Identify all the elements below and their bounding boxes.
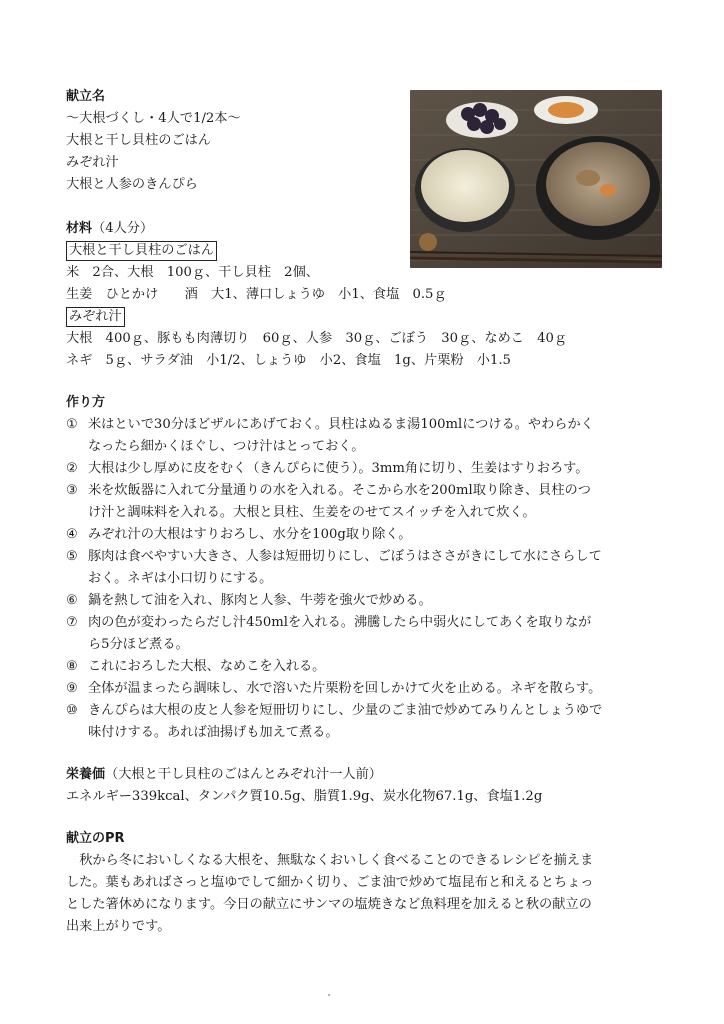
step-text: け汁と調味料を入れる。大根と貝柱、生姜をのせてスイッチを入れて炊く。	[88, 505, 536, 520]
step-item	[66, 524, 666, 546]
step-text: 米はといで30分ほどザルにあげておく。貝柱はぬるま湯100mlにつける。やわらかく	[88, 417, 594, 432]
step-text: 味付けする。あれば油揚げも加えて煮る。	[88, 725, 339, 740]
rice-recipe-title: 大根と干し貝柱のごはん	[66, 241, 217, 261]
steps-list	[66, 414, 666, 744]
pr-text: とした箸休めになります。今日の献立にサンマの塩焼きなど魚料理を加えると秋の献立の	[66, 897, 592, 912]
step-item	[66, 656, 666, 678]
nutrition-note: （大根と干し貝柱のごはんとみぞれ汁一人前）	[105, 767, 382, 782]
soup-ingredient-line: ネギ 5ｇ、サラダ油 小1/2、しょうゆ 小2、食塩 1g、片栗粉 小1.5	[66, 353, 511, 368]
step-item	[66, 414, 666, 458]
steps-heading: 作り方	[66, 395, 106, 410]
step-text: なったら細かくほぐし、つけ汁はとっておく。	[88, 439, 365, 454]
pr-text: 秋から冬においしくなる大根を、無駄なくおいしく食べることのできるレシピを揃えま	[79, 853, 594, 868]
step-item	[66, 700, 666, 744]
nutrition-section	[66, 764, 666, 808]
step-text: 豚肉は食べやすい大きさ、人参は短冊切りにし、ごぼうはささがきにして水にさらして	[88, 549, 602, 564]
step-number: ①	[66, 417, 78, 432]
step-number: ⑩	[66, 703, 78, 718]
step-text: 米を炊飯器に入れて分量通りの水を入れる。そこから水を200ml取り除き、貝柱のつ	[88, 483, 591, 498]
steps-section	[66, 392, 666, 744]
menu-line: 大根と人参のきんぴら	[66, 177, 198, 192]
menu-line: みぞれ汁	[66, 155, 119, 170]
soup-ingredient-line: 大根 400ｇ、豚もも肉薄切り 60ｇ、人参 30ｇ、ごぼう 30ｇ、なめこ 40ｇ	[66, 331, 568, 346]
step-number: ④	[66, 527, 78, 542]
pr-section	[66, 828, 666, 938]
step-number: ⑦	[66, 615, 78, 630]
step-text: きんぴらは大根の皮と人参を短冊切りにし、少量のごま油で炒めてみりんとしょうゆで	[88, 703, 603, 718]
step-item	[66, 612, 666, 656]
rice-ingredient-line: 米 2合、大根 100ｇ、干し貝柱 2個、	[66, 265, 319, 280]
ingredients-note: （4人分）	[92, 221, 154, 236]
scan-speck	[328, 994, 330, 996]
step-item	[66, 546, 666, 590]
step-number: ⑤	[66, 549, 78, 564]
step-number: ⑨	[66, 681, 78, 696]
step-text: 全体が温まったら調味し、水で溶いた片栗粉を回しかけて火を止める。ネギを散らす。	[88, 681, 602, 696]
step-item	[66, 458, 666, 480]
soup-recipe-title: みぞれ汁	[66, 307, 125, 327]
step-item	[66, 678, 666, 700]
menu-heading: 献立名	[66, 89, 106, 104]
menu-line: 〜大根づくし・4人で1/2本〜	[66, 111, 241, 126]
nutrition-heading: 栄養価	[66, 767, 106, 782]
menu-line: 大根と干し貝柱のごはん	[66, 133, 212, 148]
step-number: ⑥	[66, 593, 78, 608]
step-item	[66, 590, 666, 612]
step-text: 鍋を熱して油を入れ、豚肉と人参、牛蒡を強火で炒める。	[88, 593, 432, 608]
step-number: ⑧	[66, 659, 78, 674]
step-text: おく。ネギは小口切りにする。	[88, 571, 273, 586]
nutrition-values: エネルギー339kcal、タンパク質10.5g、脂質1.9g、炭水化物67.1g、食塩1.2g	[66, 789, 543, 804]
rice-ingredient-line: 生姜 ひとかけ 酒 大1、薄口しょうゆ 小1、食塩 0.5ｇ	[66, 287, 447, 302]
step-number: ②	[66, 461, 78, 476]
pr-heading: 献立のPR	[66, 831, 125, 846]
step-text: これにおろした大根、なめこを入れる。	[88, 659, 326, 674]
step-text: 大根は少し厚めに皮をむく（きんぴらに使う）。3mm角に切り、生姜はすりおろす。	[88, 461, 589, 476]
step-text: 肉の色が変わったらだし汁450mlを入れる。沸騰したら中弱火にしてあくを取りなが	[88, 615, 592, 630]
pr-text: 出来上がりです。	[66, 919, 171, 934]
pr-text: した。葉もあればさっと塩ゆでして細かく切り、ごま油で炒めて塩昆布と和えるとちょっ	[66, 875, 594, 890]
ingredients-section	[66, 218, 666, 372]
step-text: みぞれ汁の大根はすりおろし、水分を100g取り除く。	[88, 527, 412, 542]
step-item	[66, 480, 666, 524]
step-number: ③	[66, 483, 78, 498]
step-text: ら5分ほど煮る。	[88, 637, 189, 652]
ingredients-heading: 材料	[66, 221, 93, 236]
